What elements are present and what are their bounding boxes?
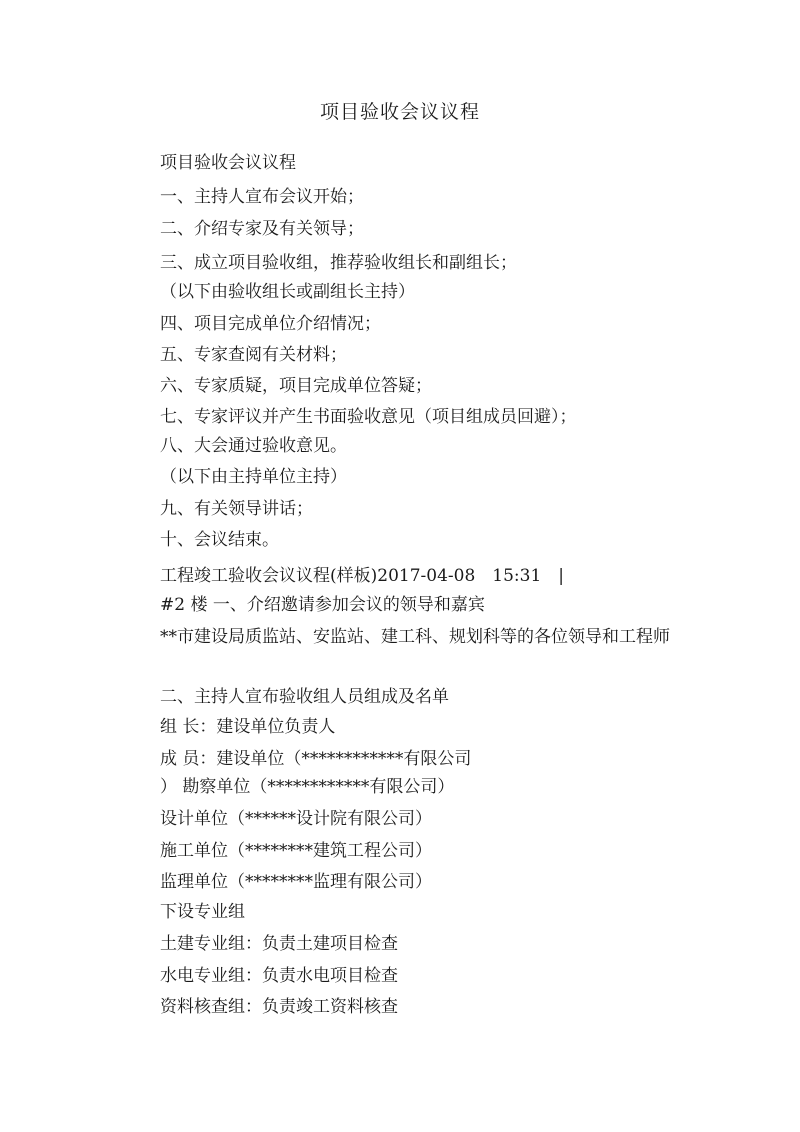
- civil-group-line: 土建专业组：负责土建项目检查: [160, 934, 398, 954]
- section-2-heading: 二、主持人宣布验收组人员组成及名单: [160, 687, 449, 707]
- construction-unit-line: 施工单位（********建筑工程公司）: [160, 841, 432, 861]
- post-floor-line: #2 楼 一、介绍邀请参加会议的领导和嘉宾: [160, 595, 485, 615]
- agenda-note-1: （以下由验收组长或副组长主持）: [160, 282, 415, 302]
- members-line: 成 员：建设单位（************有限公司: [160, 749, 472, 769]
- agenda-item-9: 九、有关领导讲话；: [160, 499, 313, 519]
- hydro-group-line: 水电专业组：负责水电项目检查: [160, 966, 398, 986]
- agenda-item-8: 八、大会通过验收意见。: [160, 436, 347, 456]
- agenda-item-7: 七、专家评议并产生书面验收意见（项目组成员回避）；: [160, 407, 577, 427]
- group-leader-line: 组 长：建设单位负责人: [160, 717, 336, 737]
- records-group-line: 资料核查组：负责竣工资料核查: [160, 997, 398, 1017]
- agenda-heading: 项目验收会议议程: [160, 153, 296, 173]
- agenda-note-2: （以下由主持单位主持）: [160, 467, 347, 487]
- agenda-item-3: 三、成立项目验收组，推荐验收组长和副组长；: [160, 253, 517, 273]
- supervision-unit-line: 监理单位（********监理有限公司）: [160, 872, 432, 892]
- agenda-item-4: 四、项目完成单位介绍情况；: [160, 314, 381, 334]
- guests-paragraph: **市建设局质监站、安监站、建工科、规划科等的各位领导和工程师: [160, 627, 670, 647]
- agenda-item-5: 五、专家查阅有关材料；: [160, 345, 347, 365]
- design-unit-line: 设计单位（******设计院有限公司）: [160, 809, 432, 829]
- agenda-item-2: 二、介绍专家及有关领导；: [160, 219, 364, 239]
- agenda-item-6: 六、专家质疑，项目完成单位答疑；: [160, 376, 432, 396]
- document-title: 项目验收会议议程: [319, 101, 480, 123]
- agenda-item-10: 十、会议结束。: [160, 530, 279, 550]
- survey-unit-line: ） 勘察单位（************有限公司）: [160, 777, 455, 797]
- agenda-item-1: 一、主持人宣布会议开始；: [160, 187, 364, 207]
- subgroups-heading: 下设专业组: [160, 902, 245, 922]
- post-header: 工程竣工验收会议议程(样板)2017-04-08 15:31 |: [160, 566, 564, 586]
